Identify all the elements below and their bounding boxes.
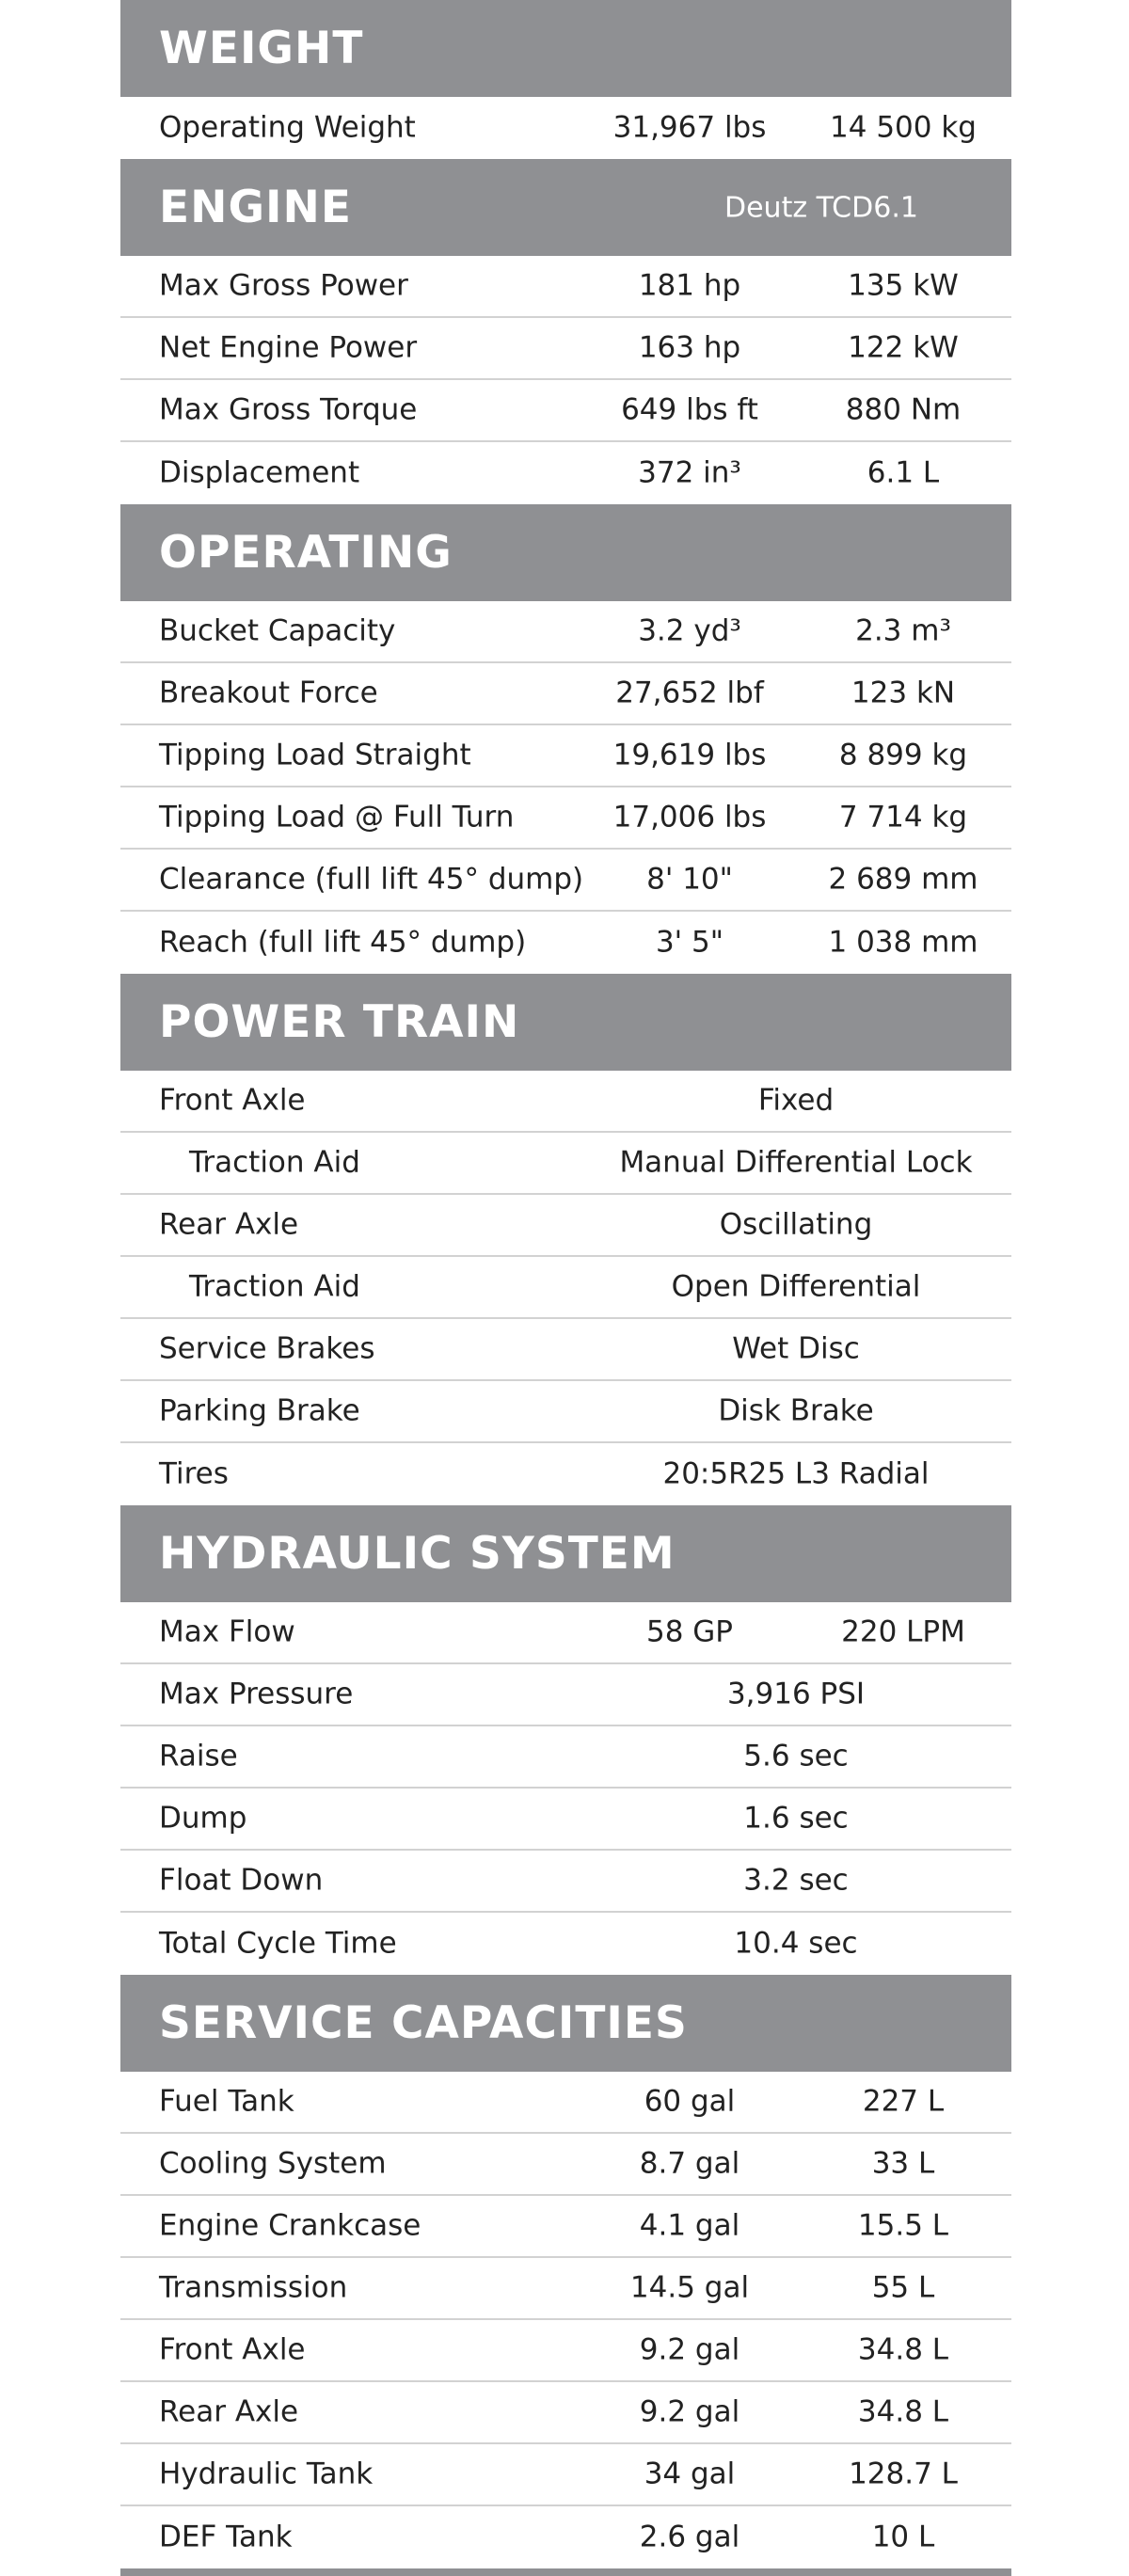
section-title: SERVICE CAPACITIES [159,1997,688,2049]
spec-label: Rear Axle [159,1207,299,1242]
spec-metric-value: 220 LPM [841,1614,965,1649]
spec-value: 3.2 sec [743,1863,849,1898]
spec-imperial-value: 372 in³ [638,455,741,490]
spec-row [120,601,1011,663]
spec-metric-value: 33 L [871,2146,935,2181]
spec-label: Fuel Tank [159,2084,294,2119]
spec-label: Service Brakes [159,1331,375,1366]
spec-value: Manual Differential Lock [619,1145,973,1180]
spec-metric-value: 123 kN [851,676,956,710]
spec-row [120,850,1011,912]
section-header-operating [120,504,1011,601]
spec-label: Clearance (full lift 45° dump) [159,862,584,897]
spec-metric-value: 34.8 L [857,2394,949,2429]
spec-metric-value: 2.3 m³ [855,613,951,648]
spec-row [120,1851,1011,1913]
spec-row [120,1381,1011,1443]
spec-row [120,787,1011,850]
spec-row [120,2196,1011,2258]
spec-row [120,1664,1011,1726]
spec-metric-value: 15.5 L [857,2208,949,2243]
spec-metric-value: 122 kW [848,330,959,365]
spec-label: Traction Aid [189,1269,360,1304]
spec-row [120,912,1011,974]
spec-row [120,97,1011,159]
spec-row [120,1133,1011,1195]
spec-label: Bucket Capacity [159,613,396,648]
spec-label: Max Gross Power [159,268,408,303]
spec-label: Tipping Load Straight [159,738,471,772]
spec-row [120,1257,1011,1319]
spec-label: Transmission [159,2270,348,2305]
spec-imperial-value: 4.1 gal [639,2208,740,2243]
spec-imperial-value: 9.2 gal [639,2394,740,2429]
spec-label: Displacement [159,455,360,490]
spec-row [120,1913,1011,1975]
section-title: ENGINE [159,182,352,233]
spec-value: 10.4 sec [734,1926,858,1961]
section-header-power-train [120,974,1011,1071]
spec-label: Parking Brake [159,1393,360,1428]
spec-imperial-value: 19,619 lbs [612,738,767,772]
spec-sheet [120,0,1011,2576]
spec-label: Operating Weight [159,110,416,145]
spec-value: Wet Disc [732,1331,860,1366]
spec-metric-value: 135 kW [848,268,959,303]
spec-label: Tires [159,1456,229,1491]
spec-value: Disk Brake [718,1393,874,1428]
spec-imperial-value: 8' 10" [646,862,733,897]
spec-imperial-value: 181 hp [638,268,741,303]
spec-imperial-value: 17,006 lbs [612,800,767,835]
spec-row [120,2320,1011,2382]
spec-label: Front Axle [159,2332,306,2367]
spec-label: Dump [159,1801,247,1836]
spec-metric-value: 10 L [871,2520,935,2554]
spec-row [120,1726,1011,1789]
spec-imperial-value: 3.2 yd³ [638,613,741,648]
spec-row [120,1195,1011,1257]
spec-label: Hydraulic Tank [159,2457,374,2491]
spec-metric-value: 34.8 L [857,2332,949,2367]
spec-row [120,725,1011,787]
spec-metric-value: 227 L [862,2084,945,2119]
spec-row [120,2072,1011,2134]
spec-row [120,1443,1011,1505]
section-header-service-capacities [120,1975,1011,2072]
spec-imperial-value: 31,967 lbs [612,110,767,145]
spec-label: Max Gross Torque [159,392,418,427]
spec-label: Breakout Force [159,676,378,710]
spec-value: 5.6 sec [743,1739,849,1773]
spec-imperial-value: 27,652 lbf [615,676,764,710]
spec-metric-value: 55 L [871,2270,935,2305]
spec-row [120,2258,1011,2320]
spec-label: Tipping Load @ Full Turn [159,800,515,835]
spec-imperial-value: 8.7 gal [639,2146,740,2181]
spec-label: Rear Axle [159,2394,299,2429]
spec-metric-value: 7 714 kg [838,800,968,835]
spec-metric-value: 14 500 kg [830,110,977,145]
spec-row [120,1071,1011,1133]
spec-label: Cooling System [159,2146,387,2181]
spec-row [120,2444,1011,2506]
spec-row [120,318,1011,380]
section-title: HYDRAULIC SYSTEM [159,1528,676,1580]
spec-metric-value: 8 899 kg [838,738,968,772]
spec-imperial-value: 163 hp [638,330,741,365]
spec-imperial-value: 60 gal [644,2084,736,2119]
bottom-divider [120,2568,1011,2576]
spec-row [120,1789,1011,1851]
spec-imperial-value: 14.5 gal [629,2270,750,2305]
spec-row [120,663,1011,725]
engine-model: Deutz TCD6.1 [724,191,918,224]
spec-imperial-value: 9.2 gal [639,2332,740,2367]
spec-value: Open Differential [671,1269,921,1304]
spec-imperial-value: 58 GP [645,1614,734,1649]
spec-metric-value: 1 038 mm [828,925,978,960]
spec-label: Engine Crankcase [159,2208,421,2243]
spec-label: Max Pressure [159,1677,354,1711]
spec-value: Oscillating [719,1207,873,1242]
spec-label: Total Cycle Time [159,1926,397,1961]
spec-row [120,256,1011,318]
section-header-weight [120,0,1011,97]
spec-metric-value: 128.7 L [849,2457,958,2491]
spec-imperial-value: 34 gal [644,2457,736,2491]
section-header-engine [120,159,1011,256]
spec-row [120,2134,1011,2196]
spec-row [120,1602,1011,1664]
spec-imperial-value: 649 lbs ft [621,392,758,427]
section-title: WEIGHT [159,23,364,74]
spec-value: 20:5R25 L3 Radial [662,1456,930,1491]
spec-label: Max Flow [159,1614,295,1649]
spec-label: Front Axle [159,1083,306,1118]
section-header-hydraulic-system [120,1505,1011,1602]
section-title: POWER TRAIN [159,996,520,1048]
spec-metric-value: 880 Nm [845,392,962,427]
section-title: OPERATING [159,527,453,579]
spec-label: Float Down [159,1863,324,1898]
spec-value: 3,916 PSI [726,1677,866,1711]
spec-label: DEF Tank [159,2520,293,2554]
spec-row [120,1319,1011,1381]
spec-metric-value: 2 689 mm [828,862,978,897]
spec-row [120,380,1011,442]
spec-label: Traction Aid [189,1145,360,1180]
spec-row [120,2382,1011,2444]
spec-row [120,2506,1011,2568]
spec-metric-value: 6.1 L [867,455,940,490]
spec-imperial-value: 3' 5" [655,925,724,960]
spec-value: Fixed [757,1083,835,1118]
spec-label: Reach (full lift 45° dump) [159,925,527,960]
spec-row [120,442,1011,504]
spec-label: Raise [159,1739,238,1773]
spec-label: Net Engine Power [159,330,418,365]
spec-value: 1.6 sec [743,1801,849,1836]
spec-imperial-value: 2.6 gal [639,2520,740,2554]
